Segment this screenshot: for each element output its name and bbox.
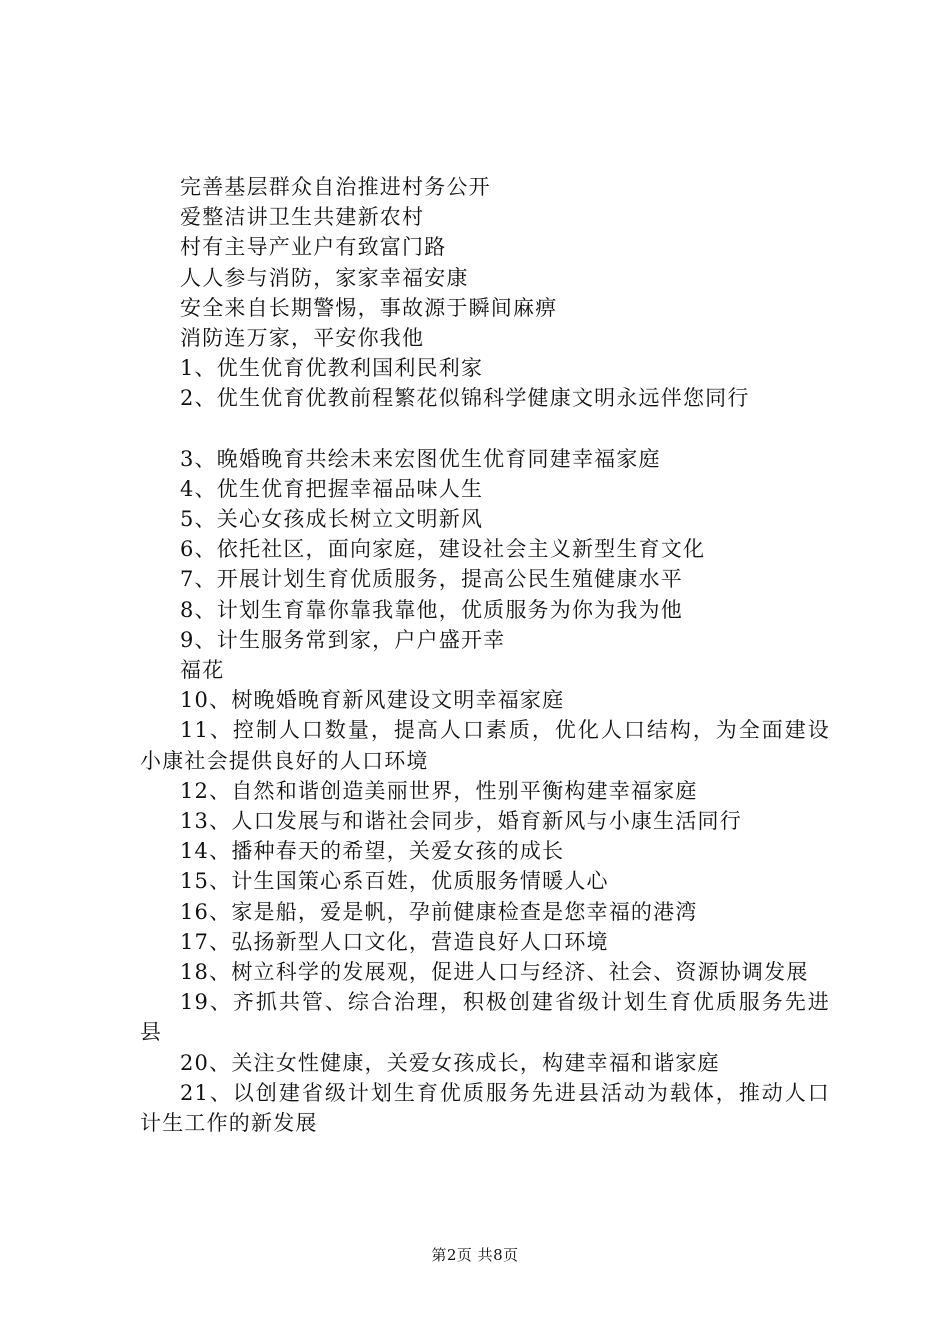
text-line: 安全来自长期警惕，事故源于瞬间麻痹 bbox=[180, 295, 558, 320]
text-line: 爱整洁讲卫生共建新农村 bbox=[180, 205, 425, 230]
slogan-item: 15、计生国策心系百姓，优质服务情暖人心 bbox=[180, 869, 609, 894]
slogan-item: 18、树立科学的发展观，促进人口与经济、社会、资源协调发展 bbox=[180, 960, 809, 985]
slogan-item: 17、弘扬新型人口文化，营造良好人口环境 bbox=[180, 929, 609, 954]
slogan-item: 2、优生优育优教前程繁花似锦科学健康文明永远伴您同行 bbox=[180, 386, 750, 411]
slogan-item: 13、人口发展与和谐社会同步，婚育新风与小康生活同行 bbox=[180, 809, 742, 834]
slogan-item: 16、家是船，爱是帆，孕前健康检查是您幸福的港湾 bbox=[180, 899, 698, 924]
page-number: 第2页 共8页 bbox=[431, 1246, 519, 1264]
slogan-item: 8、计划生育靠你靠我靠他，优质服务为你为我为他 bbox=[180, 597, 683, 622]
text-line: 完善基层群众自治推进村务公开 bbox=[180, 175, 491, 199]
slogan-item: 9、计生服务常到家，户户盛开幸 bbox=[180, 627, 506, 652]
text-line: 村有主导产业户有致富门路 bbox=[180, 235, 447, 260]
slogan-item-continuation: 福花 bbox=[180, 658, 225, 683]
slogan-item: 20、关注女性健康，关爱女孩成长，构建幸福和谐家庭 bbox=[180, 1050, 720, 1075]
slogan-item: 1、优生优育优教利国利民利家 bbox=[180, 356, 484, 381]
slogan-item: 4、优生优育把握幸福品味人生 bbox=[180, 476, 484, 501]
slogan-item: 5、关心女孩成长树立文明新风 bbox=[180, 507, 484, 532]
text-line: 消防连万家，平安你我他 bbox=[180, 326, 425, 351]
slogan-item: 10、树晚婚晚育新风建设文明幸福家庭 bbox=[180, 688, 565, 713]
slogan-item: 21、以创建省级计划生育优质服务先进县活动为载体，推动人口计生工作的新发展 bbox=[140, 1080, 830, 1136]
document-body bbox=[140, 172, 830, 1138]
slogan-item: 19、齐抓共管、综合治理，积极创建省级计划生育优质服务先进县 bbox=[140, 990, 830, 1045]
slogan-item: 14、播种春天的希望，关爱女孩的成长 bbox=[180, 839, 565, 864]
slogan-item: 3、晚婚晚育共绘未来宏图优生优育同建幸福家庭 bbox=[180, 446, 661, 471]
slogan-item: 11、控制人口数量，提高人口素质，优化人口结构，为全面建设小康社会提供良好的人口环境 bbox=[140, 718, 830, 773]
slogan-item: 12、自然和谐创造美丽世界，性别平衡构建幸福家庭 bbox=[180, 778, 698, 803]
slogan-item: 7、开展计划生育优质服务，提高公民生殖健康水平 bbox=[180, 567, 683, 592]
slogan-item: 6、依托社区，面向家庭，建设社会主义新型生育文化 bbox=[180, 537, 706, 562]
text-line: 人人参与消防，家家幸福安康 bbox=[180, 265, 469, 290]
